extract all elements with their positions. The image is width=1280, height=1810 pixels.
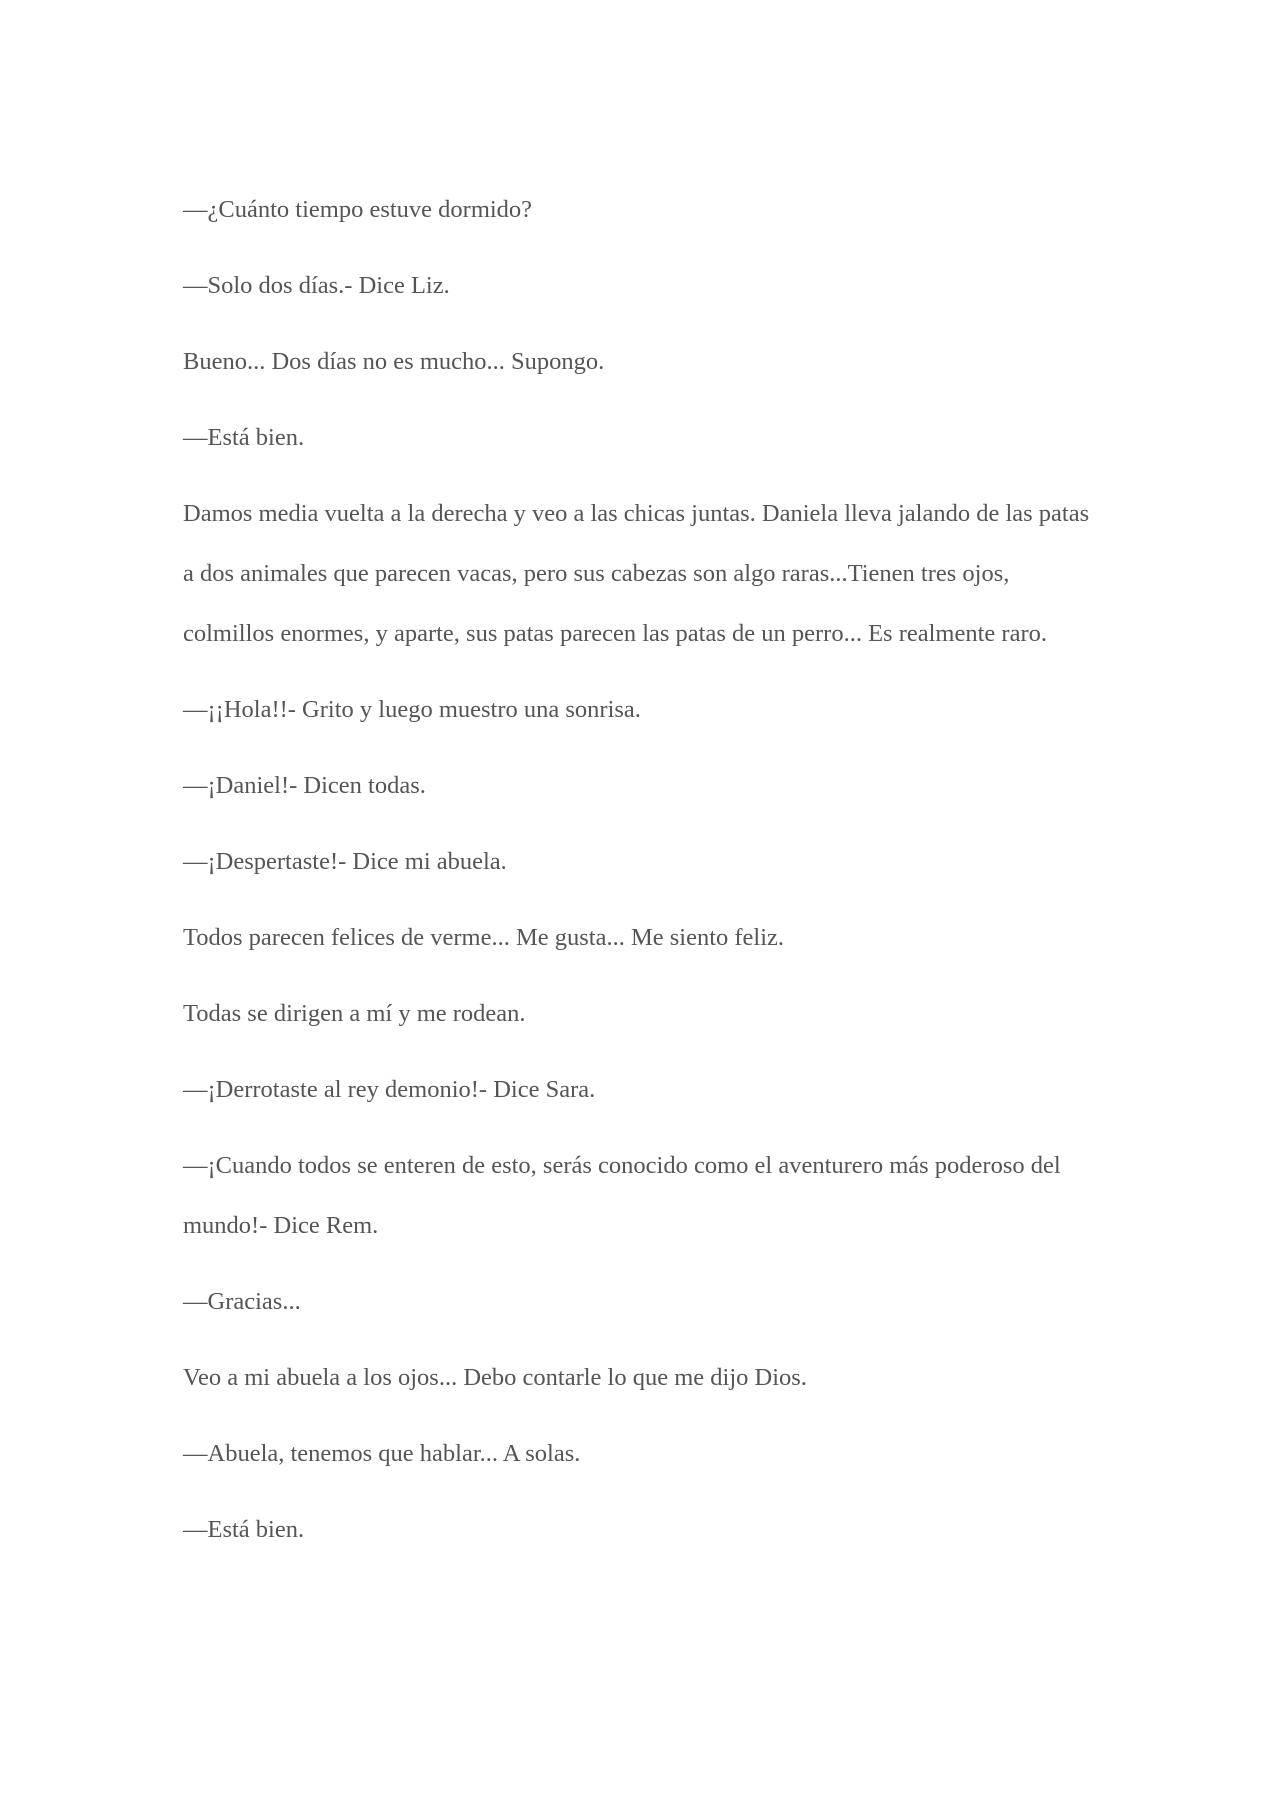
paragraph-4: —Está bien. bbox=[183, 424, 305, 451]
paragraph-6: —¡¡Hola!!- Grito y luego muestro una sonrisa. bbox=[183, 696, 641, 723]
document-body bbox=[183, 180, 1103, 1576]
paragraph-16: —Está bien. bbox=[183, 1516, 305, 1543]
paragraph-8: —¡Despertaste!- Dice mi abuela. bbox=[183, 848, 507, 875]
paragraph-5: Damos media vuelta a la derecha y veo a las chicas juntas. Daniela lleva jalando de las patas a dos animales que parecen vacas, pero sus cabezas son algo raras...Tienen tres ojos, colmillos enormes, y aparte, sus patas parecen las patas de un perro... Es realmente raro. bbox=[183, 500, 1090, 647]
paragraph-9: Todos parecen felices de verme... Me gusta... Me siento feliz. bbox=[183, 924, 785, 951]
paragraph-1: —¿Cuánto tiempo estuve dormido? bbox=[183, 196, 533, 223]
paragraph-10: Todas se dirigen a mí y me rodean. bbox=[183, 1000, 526, 1027]
paragraph-2: —Solo dos días.- Dice Liz. bbox=[183, 272, 450, 299]
paragraph-12: —¡Cuando todos se enteren de esto, serás conocido como el aventurero más poderoso del mundo!- Dice Rem. bbox=[183, 1152, 1061, 1239]
paragraph-7: —¡Daniel!- Dicen todas. bbox=[183, 772, 426, 799]
paragraph-13: —Gracias... bbox=[183, 1288, 301, 1315]
paragraph-11: —¡Derrotaste al rey demonio!- Dice Sara. bbox=[183, 1076, 596, 1103]
paragraph-14: Veo a mi abuela a los ojos... Debo contarle lo que me dijo Dios. bbox=[183, 1364, 807, 1391]
paragraph-3: Bueno... Dos días no es mucho... Supongo. bbox=[183, 348, 605, 375]
paragraph-15: —Abuela, tenemos que hablar... A solas. bbox=[183, 1440, 581, 1467]
